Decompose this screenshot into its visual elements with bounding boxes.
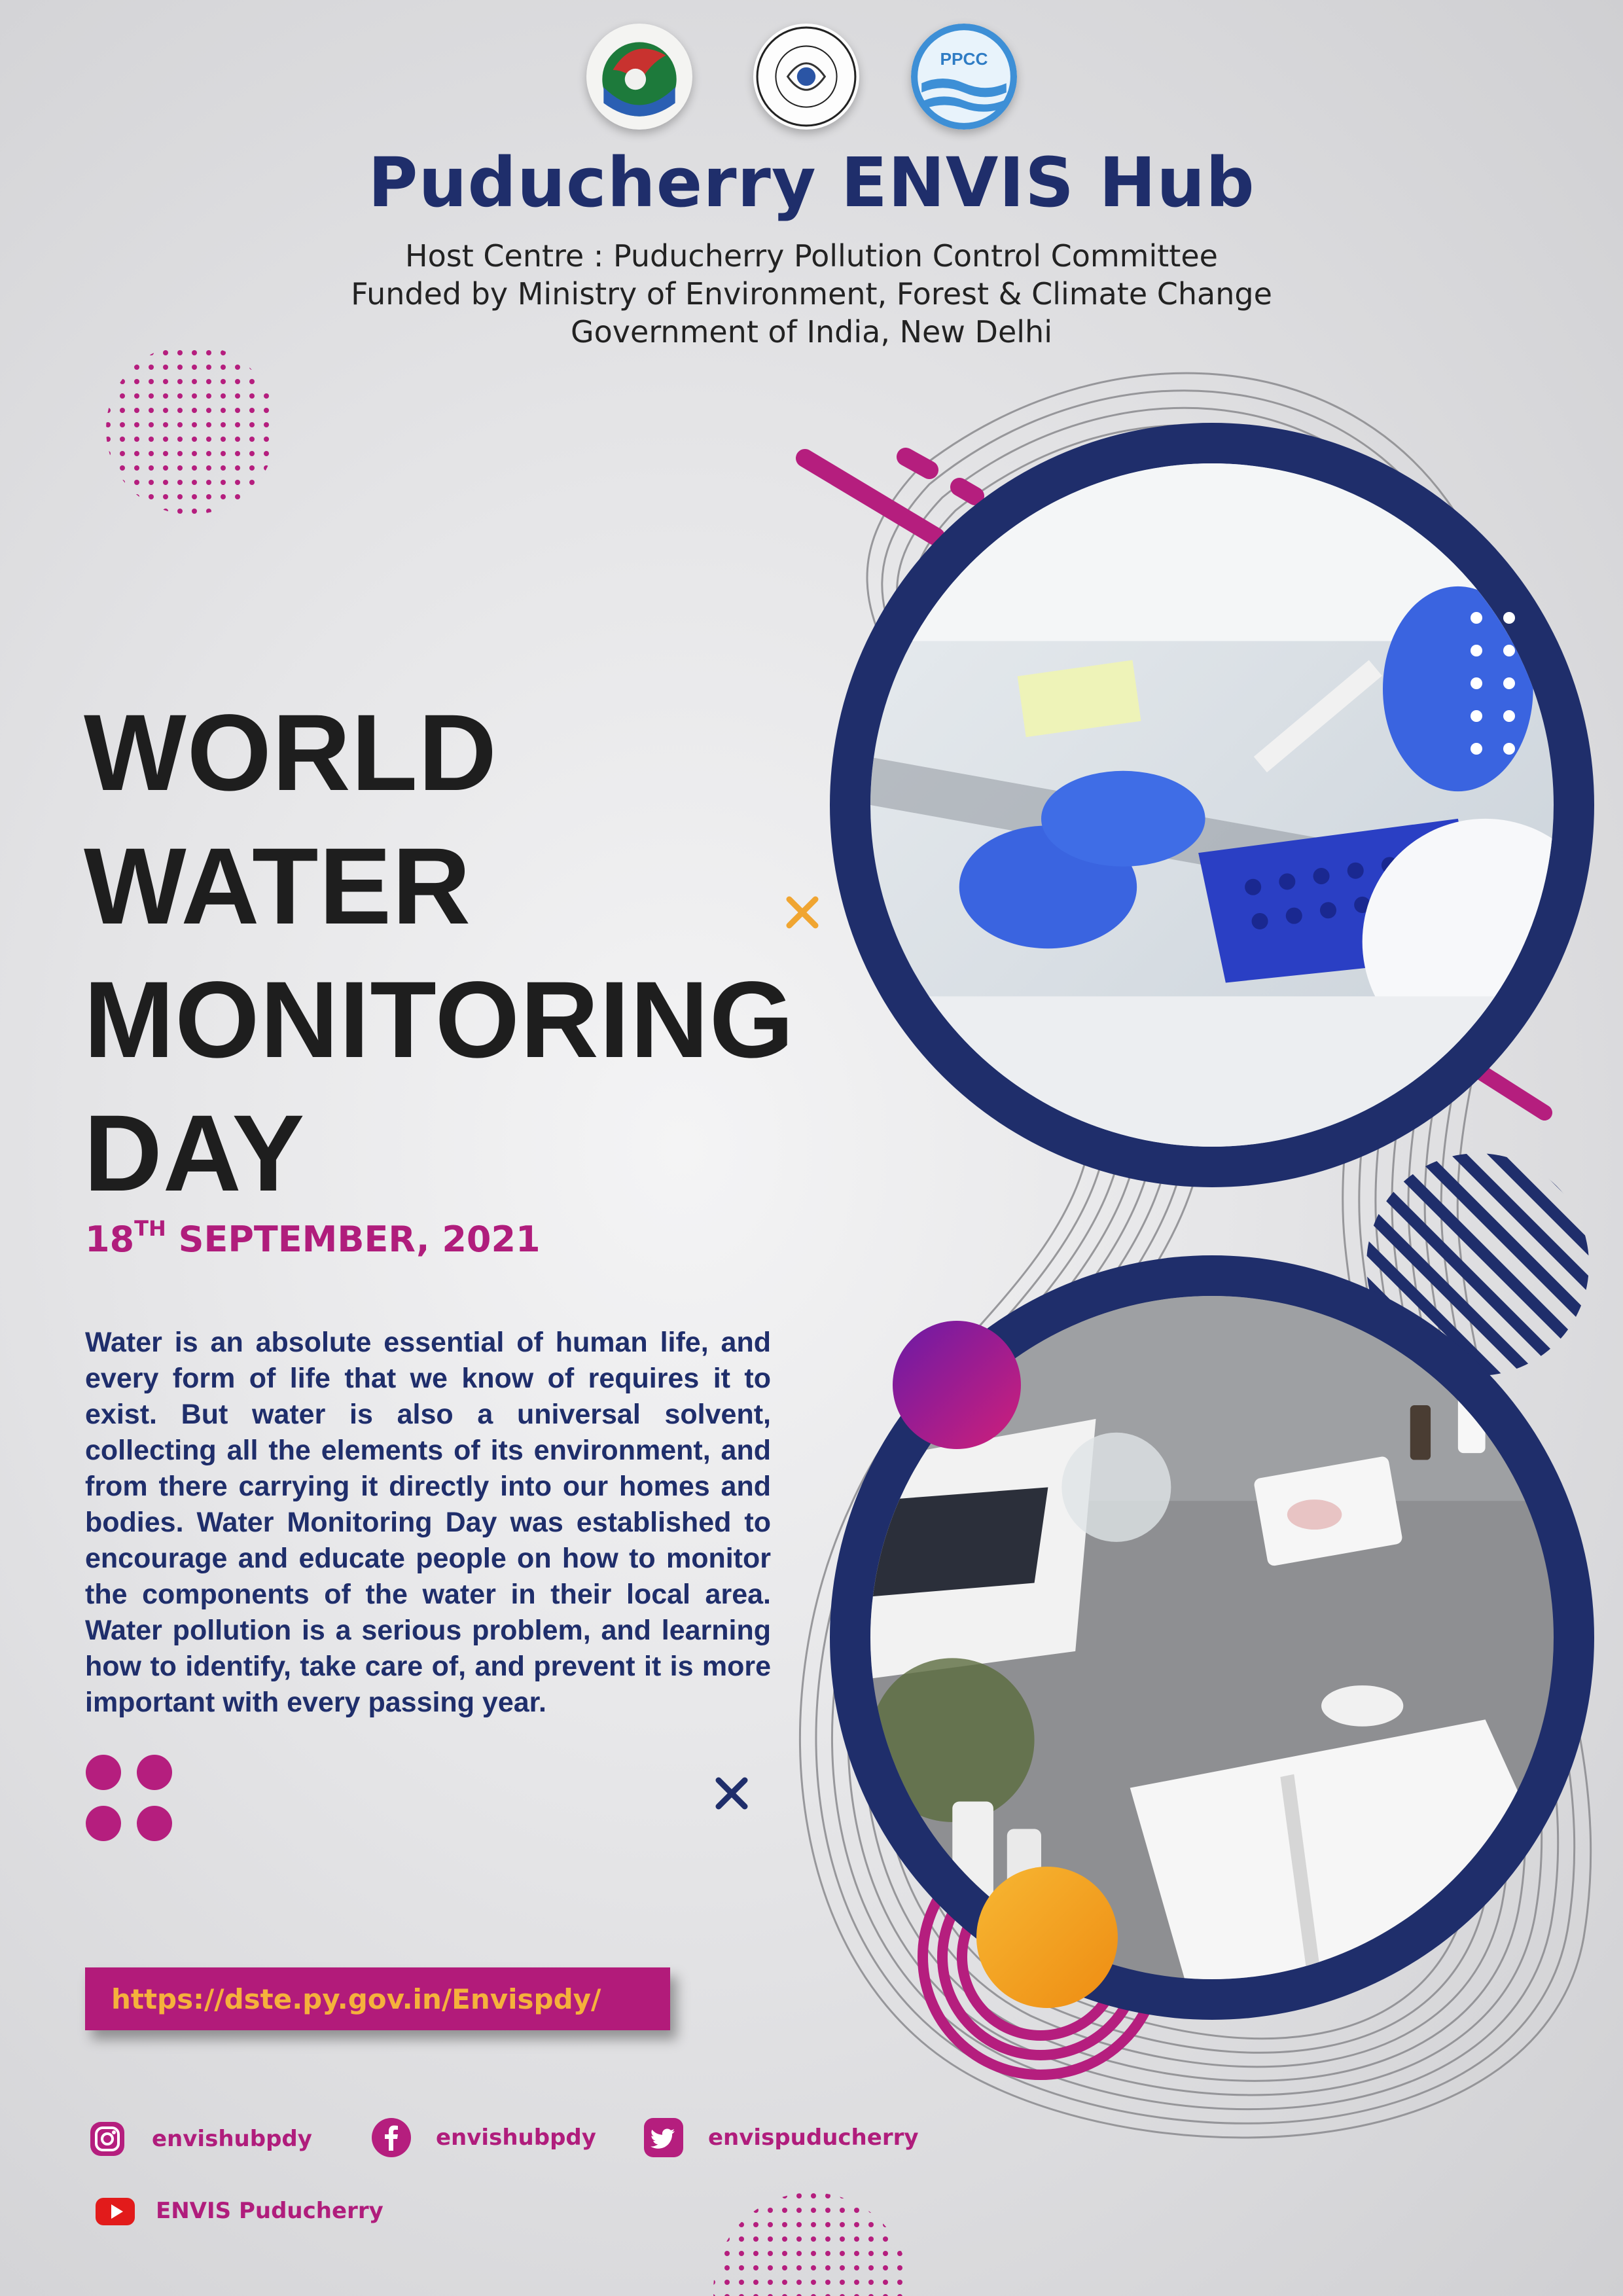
youtube-icon [92, 2190, 139, 2232]
ppcc-logo [911, 24, 1017, 130]
svg-text:PPCC: PPCC [940, 48, 988, 69]
instagram-icon [86, 2118, 128, 2160]
nature-society-logo [586, 24, 692, 130]
page-title: Puducherry ENVIS Hub [368, 143, 1255, 223]
logo-row [0, 24, 1623, 141]
headline-line-2: WATER [84, 826, 472, 947]
date-suffix: TH [134, 1216, 166, 1241]
facebook-icon [370, 2117, 412, 2159]
social-youtube[interactable] [92, 2190, 383, 2232]
social-facebook[interactable] [370, 2117, 596, 2159]
host-centre-line: Host Centre : Puducherry Pollution Control Committee [405, 238, 1218, 274]
instagram-handle[interactable]: envishubpdy [152, 2126, 312, 2152]
bottom-photo [870, 1296, 1554, 1979]
date-rest: SEPTEMBER, 2021 [166, 1219, 541, 1260]
event-date [85, 1216, 541, 1260]
funded-by-line: Funded by Ministry of Environment, Forest & Climate Change [351, 276, 1272, 312]
facebook-handle[interactable]: envishubpdy [436, 2125, 596, 2151]
twitter-icon [643, 2117, 685, 2159]
youtube-handle[interactable]: ENVIS Puducherry [156, 2198, 383, 2224]
envis-logo [753, 24, 859, 130]
website-url[interactable]: https://dste.py.gov.in/Envispdy/ [111, 1982, 601, 2015]
halftone-dot-circle-bottom [713, 2193, 910, 2296]
headline-line-4: DAY [84, 1093, 306, 1214]
headline-line-1: WORLD [84, 692, 497, 814]
event-description: Water is an absolute essential of human life, and every form of life that we know of requires it to exist. But water is also a universal solvent, collecting all the elements of its environment, and from there carrying it directly into our homes and bodies. Water Monitoring Day was established to encourage and educate people on how to monitor the components of the water in their local area. Water pollution is a serious problem, and learning how to identify, take care of, and prevent it is more important with every passing year. [85, 1327, 771, 1718]
date-day: 18 [85, 1219, 135, 1260]
social-instagram[interactable] [86, 2118, 312, 2160]
government-line: Government of India, New Delhi [571, 314, 1052, 350]
social-twitter[interactable] [643, 2117, 919, 2159]
website-link[interactable] [85, 1967, 670, 2030]
halftone-dot-circle [106, 344, 276, 514]
headline-line-3: MONITORING [84, 960, 794, 1081]
top-photo [870, 463, 1554, 1147]
twitter-handle[interactable]: envispuducherry [708, 2125, 919, 2151]
